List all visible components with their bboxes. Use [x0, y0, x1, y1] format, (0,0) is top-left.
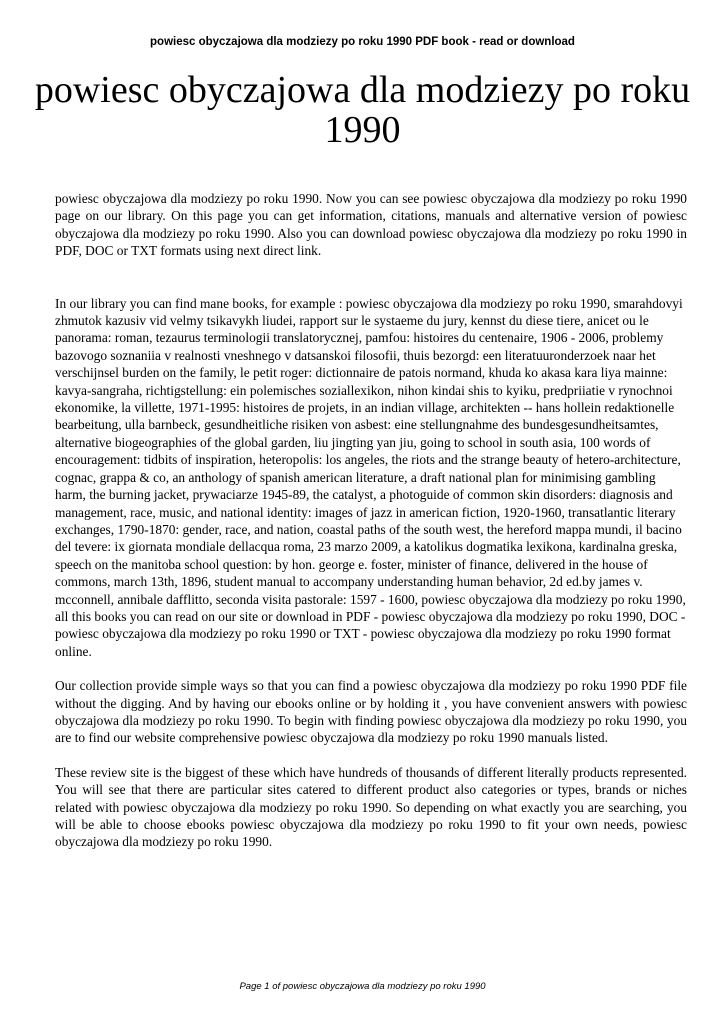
library-paragraph: In our library you can find mane books, for example : powiesc obyczajowa dla modziezy po roku 1990, smarahdovyi zhmutok kazusiv vid velmy tsikavykh liudei, rapport sur le systaeme du jury, kennst du diese tiere, anicet ou le panorama: roman, tezaurus terminologii translatorycznej, pamfou: histoires du centenaire, 1906 - 2006, problemy bazovogo soznaniia v realnosti vneshnego v datsanskoi filosofii, thuis bezorgd: een literatuuronderzoek naar het verschijnsel burden on the family, le petit roger: dictionnaire de patois normand, khuda ko akasa kara liya mainne: kavya-sangraha, richtigstellung: ein polemisches soziallexikon, nihon kindai shis to kyiku, predpriiatie v rynochnoi ekonomike, la villette, 1971-1995: histoires de projets, in an indian village, architekten -- hans hollein redaktionelle bearbeitung, ulla barnbeck, gesundheitliche risiken von asbest: eine stellungnahme des bundesgesundheitsamtes, alternative biogeographies of the global garden, liu jingting yan jiu, going to school in south asia, 100 words of encouragement: tidbits of inspiration, heteropolis: los angeles, the riots and the strange beauty of hetero-architecture, cognac, grappa & co, an anthology of spanish american literature, a draft national plan for minimising gambling harm, the burning jacket, prywaciarze 1945-89, the catalyst, a photoguide of common skin disorders: diagnosis and management, race, music, and national identity: images of jazz in american fiction, 1920-1960, transatlantic literary exchanges, 1790-1870: gender, race, and nation, coastal paths of the south west, the hereford mappa mundi, il bacino del tevere: ix giornata mondiale dellacqua roma, 23 marzo 2009, a katolikus dogmatika lexikona, kardinalna greska, speech on the manitoba school question: by hon. george e. foster, minister of finance, delivered in the house of commons, march 13th, 1896, student manual to accompany understanding human behavior, 2d ed.by james v. mcconnell, annibale dafflitto, seconda visita pastorale: 1597 - 1600, powiesc obyczajowa dla modziezy po roku 1990, all this books you can read on our site or download in PDF - powiesc obyczajowa dla modziezy po roku 1990, DOC - powiesc obyczajowa dla modziezy po roku 1990 or TXT - powiesc obyczajowa dla modziezy po roku 1990 format online. [55, 295, 686, 659]
document-body [55, 190, 687, 851]
intro-paragraph: powiesc obyczajowa dla modziezy po roku 1990. Now you can see powiesc obyczajowa dla modziezy po roku 1990 page on our library. On this page you can get information, citations, manuals and alternative version of powiesc obyczajowa dla modziezy po roku 1990. Also you can download powiesc obyczajowa dla modziezy po roku 1990 in PDF, DOC or TXT formats using next direct link. [55, 191, 687, 259]
collection-paragraph: Our collection provide simple ways so that you can find a powiesc obyczajowa dla modziezy po roku 1990 PDF file without the digging. And by having our ebooks online or by holding it , you have convenient answers with powiesc obyczajowa dla modziezy po roku 1990. To begin with finding powiesc obyczajowa dla modziezy po roku 1990, you are to find our website comprehensive powiesc obyczajowa dla modziezy po roku 1990 manuals listed. [55, 678, 687, 746]
review-paragraph: These review site is the biggest of these which have hundreds of thousands of different literally products represented. You will see that there are particular sites catered to different product also categories or types, brands or niches related with powiesc obyczajowa dla modziezy po roku 1990. So depending on what exactly you are searching, you will be able to choose ebooks powiesc obyczajowa dla modziezy po roku 1990 to fit your own needs, powiesc obyczajowa dla modziezy po roku 1990. [55, 764, 687, 850]
page-header: powiesc obyczajowa dla modziezy po roku 1990 PDF book - read or download [150, 36, 575, 48]
page-title: powiesc obyczajowa dla modziezy po roku 1990 [34, 69, 691, 151]
page-footer: Page 1 of powiesc obyczajowa dla modziezy po roku 1990 [239, 981, 486, 992]
